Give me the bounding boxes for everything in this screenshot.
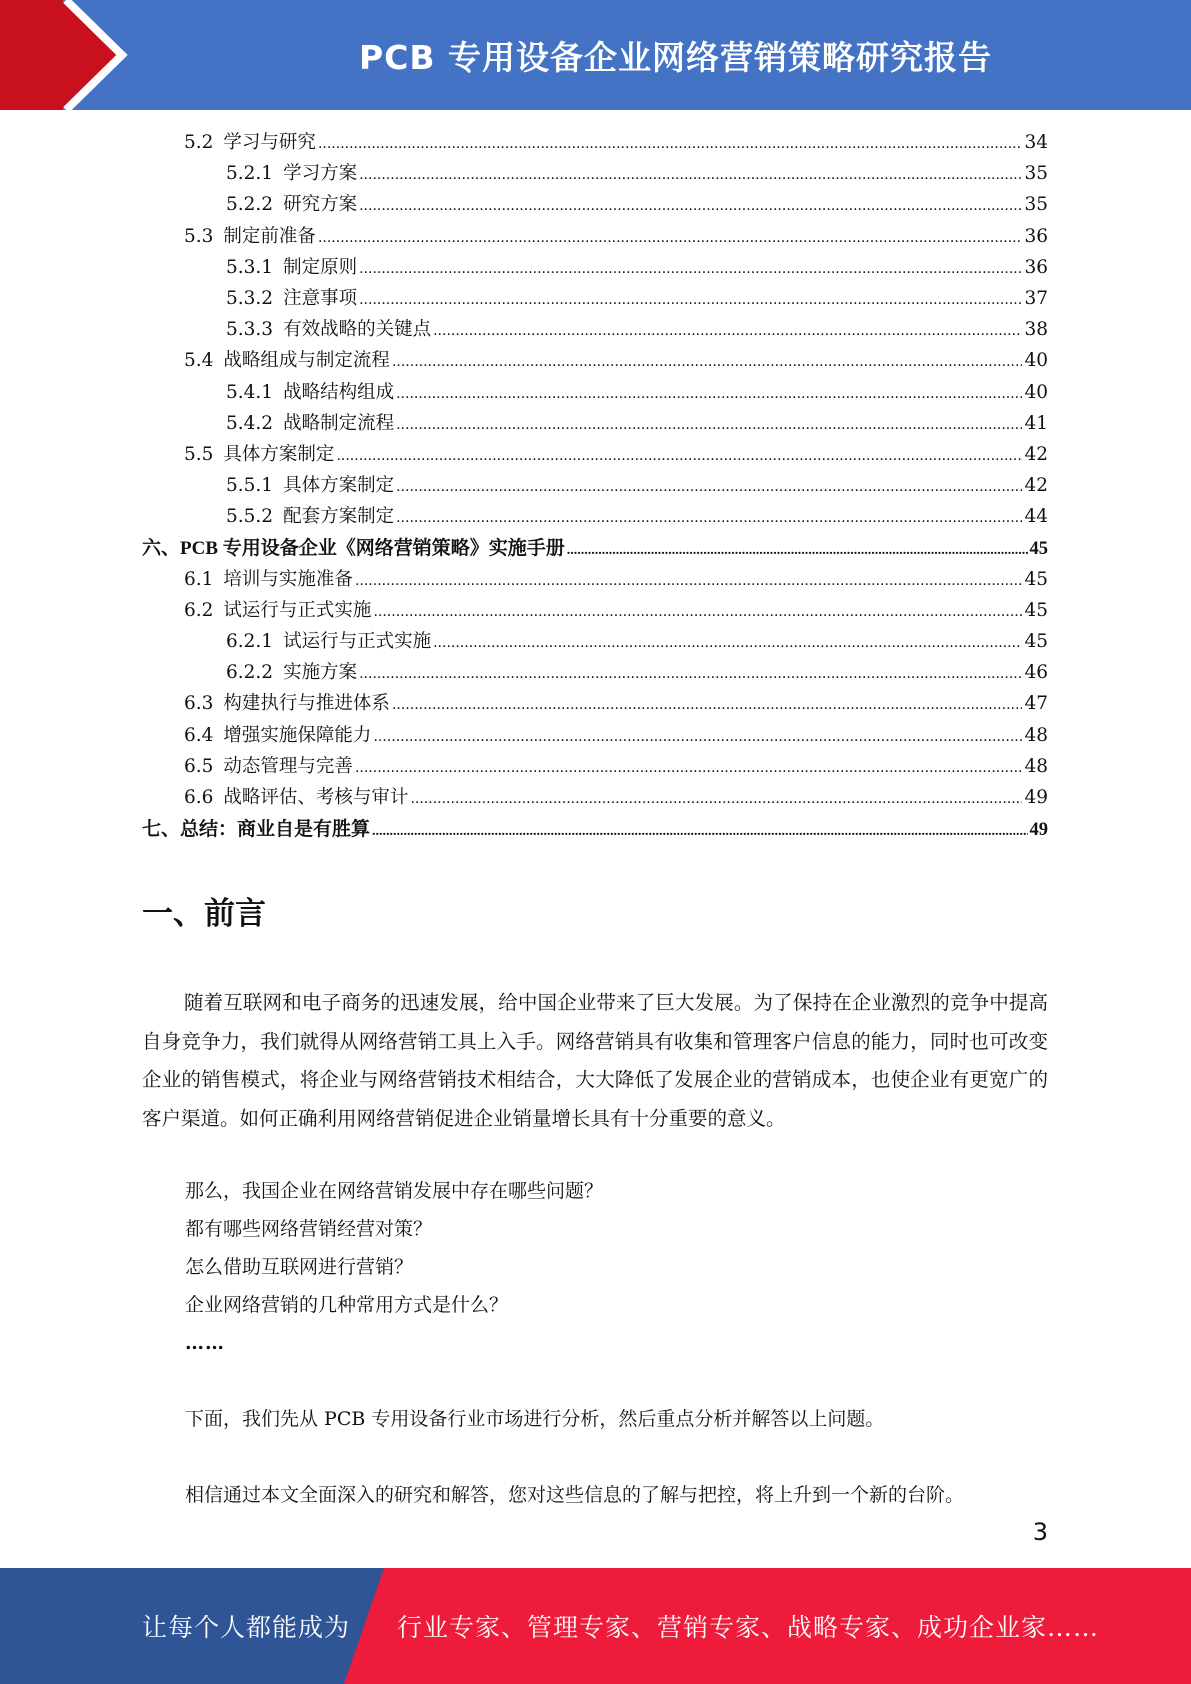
toc-dot-leader bbox=[359, 261, 1022, 277]
page-header bbox=[0, 0, 1191, 110]
toc-entry[interactable] bbox=[142, 596, 1048, 627]
toc-entry-number: 6.2.2 bbox=[226, 662, 274, 684]
toc-entry[interactable] bbox=[142, 627, 1048, 658]
toc-entry-page: 49 bbox=[1029, 820, 1048, 841]
toc-entry-number: 5.2.2 bbox=[226, 194, 274, 216]
intro-paragraph: 随着互联网和电子商务的迅速发展，给中国企业带来了巨大发展。为了保持在企业激烈的竞争中提高自身竞争力，我们就得从网络营销工具上入手。网络营销具有收集和管理客户信息的能力，同时也可改变企业的销售模式，将企业与网络营销技术相结合，大大降低了发展企业的营销成本，也使企业有更宽广的客户渠道。如何正确利用网络营销促进企业销量增长具有十分重要的意义。 bbox=[142, 991, 1048, 1130]
toc-entry[interactable] bbox=[142, 533, 1048, 564]
toc-dot-leader bbox=[373, 604, 1022, 620]
toc-entry[interactable] bbox=[142, 253, 1048, 284]
toc-entry[interactable] bbox=[142, 752, 1048, 783]
toc-entry-page: 44 bbox=[1024, 506, 1048, 528]
toc-entry-page: 36 bbox=[1024, 256, 1048, 278]
toc-dot-leader bbox=[433, 635, 1022, 651]
toc-entry-page: 49 bbox=[1024, 786, 1048, 808]
toc-entry-page: 38 bbox=[1024, 319, 1048, 341]
toc-entry-title: 试运行与正式实施 bbox=[223, 599, 372, 621]
toc-dot-leader bbox=[392, 697, 1023, 713]
toc-entry[interactable] bbox=[142, 814, 1048, 845]
toc-dot-leader bbox=[359, 167, 1022, 183]
toc-entry-page: 37 bbox=[1024, 287, 1048, 309]
toc-entry-title: 战略结构组成 bbox=[283, 381, 395, 403]
toc-entry-title: 构建执行与推进体系 bbox=[223, 693, 390, 715]
toc-entry-title: 实施方案 bbox=[283, 662, 358, 684]
toc-dot-leader bbox=[318, 136, 1023, 152]
toc-entry[interactable] bbox=[142, 284, 1048, 315]
toc-entry-number: 5.5 bbox=[184, 443, 214, 465]
toc-entry-page: 48 bbox=[1024, 724, 1048, 746]
toc-entry-number: 七、 bbox=[142, 819, 181, 841]
toc-entry-title: PCB 专用设备企业《网络营销策略》实施手册 bbox=[180, 538, 565, 560]
question-item: 怎么借助互联网进行营销？ bbox=[185, 1256, 414, 1278]
toc-entry-page: 40 bbox=[1024, 381, 1048, 403]
footer-roles: 行业专家、管理专家、营销专家、战略专家、成功企业家…… bbox=[397, 1613, 1100, 1642]
toc-entry-title: 战略组成与制定流程 bbox=[223, 350, 390, 372]
toc-entry-title: 注意事项 bbox=[283, 287, 358, 309]
toc-entry-number: 6.1 bbox=[184, 568, 214, 590]
toc-entry-title: 有效战略的关键点 bbox=[283, 319, 432, 341]
page-number: 3 bbox=[1032, 1518, 1048, 1546]
table-of-contents bbox=[142, 128, 1048, 845]
toc-entry[interactable] bbox=[142, 440, 1048, 471]
toc-dot-leader bbox=[373, 729, 1022, 745]
footer-slogan: 让每个人都能成为 bbox=[142, 1613, 351, 1642]
toc-entry-number: 5.3 bbox=[184, 225, 214, 247]
toc-entry[interactable] bbox=[142, 128, 1048, 159]
toc-entry-number: 6.2 bbox=[184, 599, 214, 621]
toc-dot-leader bbox=[433, 323, 1022, 339]
toc-entry-page: 45 bbox=[1029, 539, 1048, 560]
toc-dot-leader bbox=[396, 386, 1022, 402]
toc-entry-number: 6.2.1 bbox=[226, 631, 274, 652]
toc-entry-page: 46 bbox=[1024, 662, 1048, 684]
toc-entry-number: 6.5 bbox=[184, 755, 214, 777]
toc-entry-title: 配套方案制定 bbox=[283, 506, 395, 528]
toc-entry-number: 5.4 bbox=[184, 350, 214, 372]
toc-entry-page: 35 bbox=[1024, 194, 1048, 216]
toc-dot-leader bbox=[396, 417, 1022, 433]
toc-entry-title: 试运行与正式实施 bbox=[283, 631, 432, 652]
toc-entry[interactable] bbox=[142, 565, 1048, 596]
toc-dot-leader bbox=[392, 354, 1023, 370]
toc-entry-title: 增强实施保障能力 bbox=[223, 724, 372, 746]
toc-entry-number: 6.3 bbox=[184, 693, 214, 715]
toc-entry-title: 研究方案 bbox=[283, 194, 358, 216]
question-item: 企业网络营销的几种常用方式是什么？ bbox=[185, 1294, 509, 1316]
toc-entry-title: 制定前准备 bbox=[223, 225, 316, 247]
toc-entry[interactable] bbox=[142, 409, 1048, 440]
toc-entry-number: 5.5.2 bbox=[226, 506, 274, 528]
toc-entry-title: 战略评估、考核与审计 bbox=[223, 786, 409, 808]
toc-entry-title: 培训与实施准备 bbox=[223, 568, 353, 590]
toc-entry[interactable] bbox=[142, 378, 1048, 409]
toc-entry-number: 5.5.1 bbox=[226, 475, 274, 497]
toc-entry-number: 5.2 bbox=[184, 132, 214, 153]
toc-entry-title: 具体方案制定 bbox=[283, 475, 395, 497]
toc-entry-title: 战略制定流程 bbox=[283, 412, 395, 434]
toc-dot-leader bbox=[372, 824, 1027, 840]
toc-entry-page: 45 bbox=[1024, 631, 1048, 652]
toc-entry-number: 5.2.1 bbox=[226, 163, 274, 185]
toc-entry-number: 5.4.1 bbox=[226, 381, 274, 403]
page-footer bbox=[0, 1568, 1191, 1684]
toc-entry-page: 45 bbox=[1024, 599, 1048, 621]
analysis-line: 下面，我们先从 PCB 专用设备行业市场进行分析，然后重点分析并解答以上问题。 bbox=[185, 1408, 885, 1430]
toc-entry-page: 40 bbox=[1024, 350, 1048, 372]
toc-entry-page: 42 bbox=[1024, 475, 1048, 497]
toc-entry[interactable] bbox=[142, 222, 1048, 253]
header-title: PCB 专用设备企业网络营销策略研究报告 bbox=[358, 37, 993, 77]
toc-entry-page: 34 bbox=[1024, 132, 1048, 153]
toc-dot-leader bbox=[336, 448, 1022, 464]
section-title: 一、前言 bbox=[142, 896, 266, 932]
question-list bbox=[185, 1172, 603, 1362]
toc-dot-leader bbox=[355, 760, 1023, 776]
toc-entry-title: 学习与研究 bbox=[223, 132, 316, 153]
toc-entry-number: 6.6 bbox=[184, 786, 214, 808]
toc-entry-title: 制定原则 bbox=[283, 256, 358, 278]
toc-entry[interactable] bbox=[142, 689, 1048, 720]
toc-entry-page: 47 bbox=[1024, 693, 1048, 715]
toc-entry-page: 48 bbox=[1024, 755, 1048, 777]
toc-entry[interactable] bbox=[142, 658, 1048, 689]
toc-entry-title: 学习方案 bbox=[283, 163, 358, 185]
toc-dot-leader bbox=[359, 666, 1022, 682]
toc-entry[interactable] bbox=[142, 315, 1048, 346]
toc-entry-title: 具体方案制定 bbox=[223, 443, 335, 465]
toc-entry-page: 41 bbox=[1024, 412, 1048, 434]
toc-dot-leader bbox=[359, 198, 1022, 214]
toc-entry-page: 35 bbox=[1024, 163, 1048, 185]
toc-entry[interactable] bbox=[142, 190, 1048, 221]
toc-entry-title: 总结：商业自是有胜算 bbox=[180, 819, 371, 841]
toc-entry[interactable] bbox=[142, 346, 1048, 377]
closing-line: 相信通过本文全面深入的研究和解答，您对这些信息的了解与把控，将上升到一个新的台阶。 bbox=[185, 1484, 965, 1506]
toc-entry-number: 5.3.3 bbox=[226, 319, 274, 341]
question-item: 都有哪些网络营销经营对策？ bbox=[185, 1218, 433, 1240]
toc-dot-leader bbox=[318, 230, 1023, 246]
toc-entry-number: 六、 bbox=[142, 538, 181, 560]
toc-dot-leader bbox=[396, 510, 1022, 526]
toc-entry-number: 5.4.2 bbox=[226, 412, 274, 434]
toc-entry-number: 6.4 bbox=[184, 724, 214, 746]
ellipsis: …… bbox=[185, 1332, 225, 1354]
toc-dot-leader bbox=[355, 573, 1023, 589]
toc-entry[interactable] bbox=[142, 502, 1048, 533]
toc-entry[interactable] bbox=[142, 783, 1048, 814]
toc-dot-leader bbox=[567, 543, 1028, 559]
toc-entry[interactable] bbox=[142, 159, 1048, 190]
toc-entry-title: 动态管理与完善 bbox=[223, 755, 353, 777]
toc-dot-leader bbox=[359, 292, 1022, 308]
toc-entry[interactable] bbox=[142, 721, 1048, 752]
toc-entry-page: 45 bbox=[1024, 568, 1048, 590]
question-item: 那么，我国企业在网络营销发展中存在哪些问题？ bbox=[185, 1180, 604, 1202]
toc-entry-number: 5.3.1 bbox=[226, 256, 274, 278]
toc-entry[interactable] bbox=[142, 471, 1048, 502]
toc-entry-page: 42 bbox=[1024, 443, 1048, 465]
toc-dot-leader bbox=[410, 791, 1022, 807]
toc-entry-number: 5.3.2 bbox=[226, 287, 274, 309]
toc-entry-page: 36 bbox=[1024, 225, 1048, 247]
toc-dot-leader bbox=[396, 479, 1022, 495]
